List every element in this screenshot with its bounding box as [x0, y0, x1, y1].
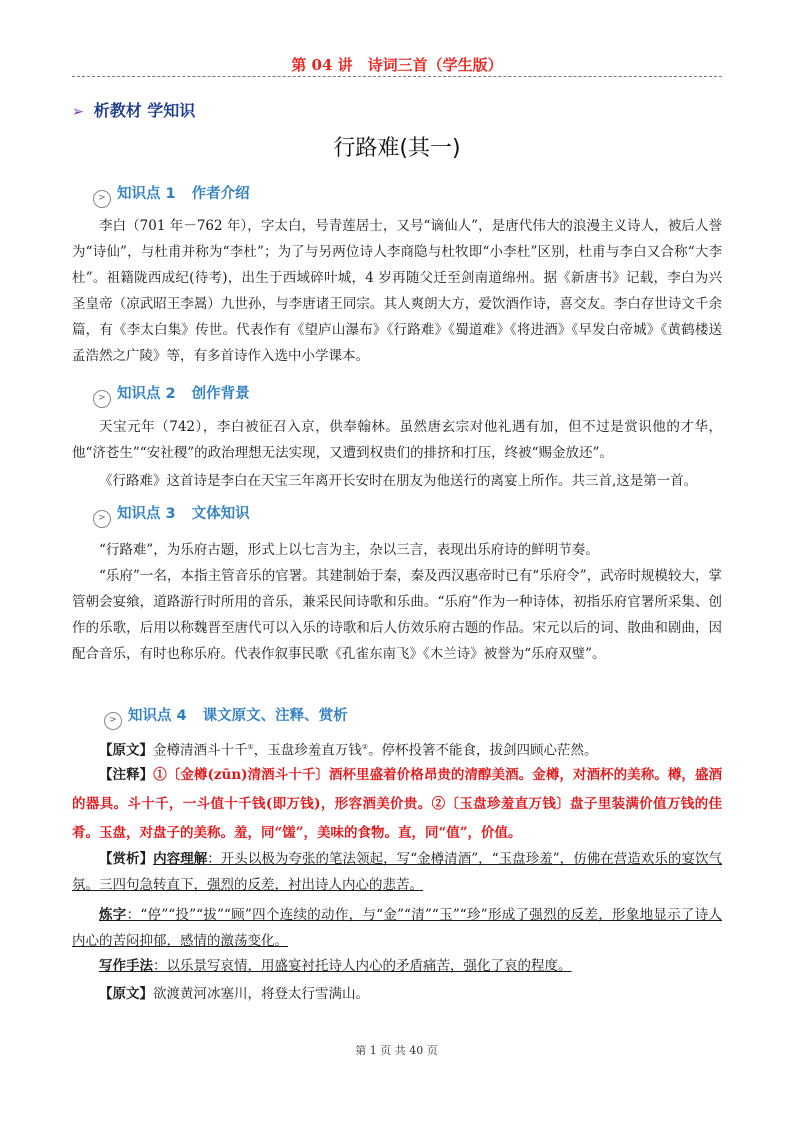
original-line-part: 。停杯投箸不能食，拔剑四顾心茫然。	[368, 742, 598, 759]
footnote-marker: ①	[247, 743, 254, 751]
footnote-marker: ②	[361, 743, 369, 751]
arrow-circle-icon: >	[93, 510, 111, 528]
arrow-circle-icon: >	[93, 190, 111, 208]
page-footer: 第 1 页 共 40 页	[355, 1044, 438, 1057]
arrow-circle-icon: >	[104, 712, 122, 730]
kp-title: 作者介绍	[191, 186, 250, 202]
background-paragraph-1: 天宝元年（742），李白被征召入京，供奉翰林。虽然唐玄宗对他礼遇有加，但不过是赏识他的才华，他“济苍生”“安社稷”的政治理想无法实现，又遭到权贵们的排挤和打压，终被“赐金放还”。	[72, 419, 722, 461]
appreciation-paragraph	[72, 846, 722, 898]
original-text-1	[72, 734, 722, 764]
background-paragraph-2: 《行路难》这首诗是李白在天宝三年离开长安时在朋友为他送行的离宴上所作。共三首,这是第一首。	[99, 473, 698, 489]
arrow-circle-icon: >	[93, 390, 111, 408]
knowledge-point-2-heading	[93, 383, 250, 405]
writing-technique-label: 写作手法	[99, 958, 153, 974]
original-line-part: ，玉盘珍羞直万钱	[253, 742, 362, 759]
original-tag: 【原文】	[99, 742, 153, 759]
kp-title: 课文原文、注释、赏析	[202, 708, 348, 724]
kp-title: 文体知识	[191, 506, 250, 522]
annotation-paragraph	[72, 761, 722, 848]
poem-title: 行路难(其一)	[333, 136, 461, 161]
page-header: 第 04 讲 诗词三首（学生版）	[291, 56, 503, 74]
genre-paragraph-2: “乐府”一名，本指主管音乐的官署。其建制始于秦，秦及西汉惠帝时已有“乐府令”，武帝时规模较大，掌管朝会宴飨，道路游行时所用的音乐，兼采民间诗歌和乐曲。“乐府”作为一种诗体，初指乐府官署所采集、创作的乐歌，后用以称魏晋至唐代可以入乐的诗歌和后人仿效乐府古题的作品。宋元以后的词、散曲和剧曲，因配合音乐，有时也称乐府。代表作叙事民歌《孔雀东南飞》《木兰诗》被誉为“乐府双璧”。	[72, 568, 722, 662]
original-text-2	[72, 981, 722, 1007]
kp-title: 创作背景	[191, 386, 250, 402]
word-refining-text: ：“停”“投”“拔”“顾”四个连续的动作，与“金”“清”“玉”“珍”形成了强烈的反差，形象地显示了诗人内心的苦闷抑郁，感情的激荡变化。	[72, 907, 722, 949]
header-divider	[72, 76, 722, 77]
word-refining-label: 炼字	[99, 907, 127, 923]
writing-technique-paragraph	[72, 953, 722, 979]
original-line-part: 金樽清酒斗十千	[153, 742, 248, 759]
appreciation-text: ：开头以极为夸张的笔法领起，写“金樽清酒”，“玉盘珍羞”，仿佛在营造欢乐的宴饮气氛。三四句急转直下，强烈的反差，衬出诗人内心的悲苦。	[72, 851, 723, 893]
knowledge-point-4-heading	[104, 705, 348, 727]
kp-label: 知识点 3	[117, 506, 176, 522]
arrow-icon: ➢	[72, 104, 84, 120]
genre-paragraph-1: “行路难”，为乐府古题，形式上以七言为主，杂以三言，表现出乐府诗的鲜明节奏。	[99, 542, 599, 558]
section-title: 析教材 学知识	[93, 101, 196, 120]
author-intro-paragraph: 李白（701 年－762 年），字太白，号青莲居士，又号“谪仙人”，是唐代伟大的浪漫主义诗人，被后人誉为“诗仙”，与杜甫并称为“李杜”；为了与另两位诗人李商隐与杜牧即“小李杜”区别，杜甫与李白又合称“大李杜”。祖籍陇西成纪(待考)，出生于西域碎叶城，4 岁再随父迁至剑南道绵州。据《新唐书》记载，李白为兴圣皇帝（凉武昭王李暠）九世孙，与李唐诸王同宗。其人爽朗大方，爱饮酒作诗，喜交友。李白存世诗文千余篇，有《李太白集》传世。代表作有《望庐山瀑布》《行路难》《蜀道难》《将进酒》《早发白帝城》《黄鹤楼送孟浩然之广陵》等，有多首诗作入选中小学课本。	[72, 218, 722, 364]
knowledge-point-1-heading	[93, 183, 250, 205]
kp-label: 知识点 4	[128, 708, 187, 724]
annotation-tag: 【注释】	[99, 767, 154, 783]
annotation-text: ①〔金樽(zūn)清酒斗十千〕酒杯里盛着价格昂贵的清醇美酒。金樽，对酒杯的美称。樽，盛酒的器具。斗十千，一斗值十千钱(即万钱)，形容酒美价贵。②〔玉盘珍羞直万钱〕盘子里装满价值万钱的佳肴。玉盘，对盘子的美称。羞，同“馐”，美味的食物。直，同“值”，价值。	[72, 767, 723, 841]
original-tag: 【原文】	[99, 986, 153, 1002]
section-heading	[72, 99, 195, 123]
appreciation-label: 内容理解	[153, 851, 208, 867]
writing-technique-text: ：以乐景写哀情，用盛宴衬托诗人内心的矛盾痛苦，强化了哀的程度。	[153, 958, 572, 974]
knowledge-point-3-heading	[93, 503, 250, 525]
word-refining-paragraph	[72, 902, 722, 954]
appreciation-tag: 【赏析】	[99, 851, 154, 867]
kp-label: 知识点 1	[117, 186, 176, 202]
original-line: 欲渡黄河冰塞川，将登太行雪满山。	[153, 986, 369, 1002]
kp-label: 知识点 2	[117, 386, 176, 402]
